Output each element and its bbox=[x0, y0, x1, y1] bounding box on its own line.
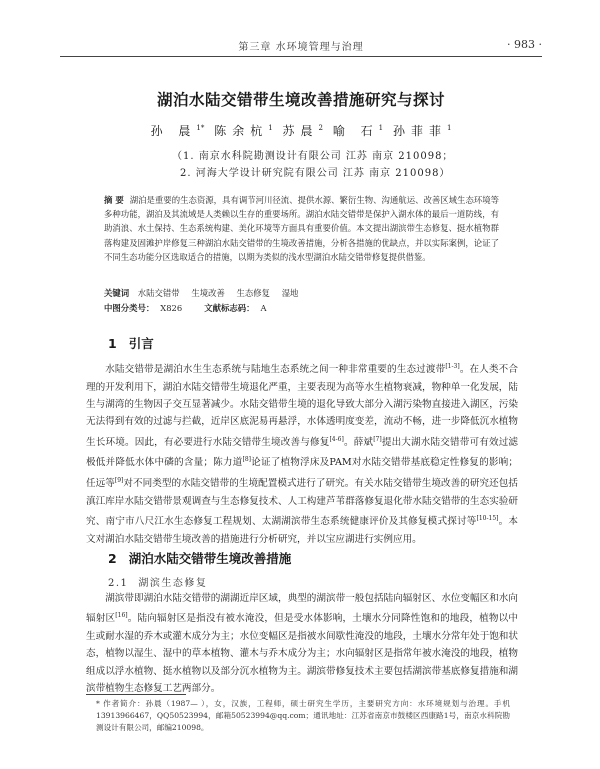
section-1-number: 1 bbox=[108, 336, 117, 351]
abstract-label: 摘 要 bbox=[104, 195, 124, 205]
abstract bbox=[104, 193, 499, 264]
doc-code-label: 文献标志码： bbox=[204, 303, 255, 313]
subsection-title: 湖滨生态修复 bbox=[138, 578, 208, 589]
citation: [16] bbox=[115, 612, 128, 620]
footnote-rule bbox=[86, 694, 186, 695]
keyword: 湿地 bbox=[281, 288, 299, 298]
subsection-2-1-heading bbox=[108, 574, 207, 589]
author-5: 孙菲菲 bbox=[392, 124, 447, 138]
author-footnote: * 作者简介：孙晨（1987— ），女，汉族，工程师，硕士研究生学历，主要研究方向：水环境规划与治理。手机13913966467，QQ50523994，邮箱50523994@qq.com；通讯地址：江苏省南京市鼓楼区西康路1号，南京水科院勘测设计有限公司，邮编210098。 bbox=[96, 699, 510, 732]
section-2-title: 湖泊水陆交错带生境改善措施 bbox=[128, 551, 292, 566]
affiliation-1: （1. 南京水科院勘测设计有限公司 江苏 南京 210098； bbox=[172, 151, 454, 162]
text-run: 。在人类不合理的开发利用下，湖泊水陆交错带生境退化严重，主要表现为高等水生植物衰减，物种单一化发展，陆生与湖湾的生物因子交互显著减少。水陆交错带生境的退化导致大部分入湖污染物直接进入湖区，污染无法得到有效的过滤与拦截，近岸区底泥易再悬浮，水体透明度变差，流动不畅，进一步降低沉水植物生长环境。因此，有必要进行水陆交错带生境改善与修复 bbox=[86, 364, 518, 448]
classification-line bbox=[104, 302, 504, 314]
text-run: 对不同类型的水陆交错带的生境配置模式进行了研究。有关水陆交错带生境改善的研究还包括滇江库岸水陆交错带景观调查与生态修复技术、人工构建芦苇群落修复退化带水陆交错带的生态实验研究、南宁市八尺江水生态修复工程规划、太湖湖滨带生态系统健康评价及其修复模式探讨等 bbox=[86, 478, 518, 528]
header-rule bbox=[60, 56, 542, 57]
keywords-label: 关键词 bbox=[104, 288, 130, 298]
subsection-number: 2.1 bbox=[108, 578, 129, 589]
clc-label: 中图分类号： bbox=[104, 303, 155, 313]
citation: [7] bbox=[373, 435, 382, 443]
keywords bbox=[104, 287, 504, 299]
author-4: 喻 石 bbox=[332, 124, 379, 138]
affiliations bbox=[172, 148, 453, 182]
author-3: 苏晨 bbox=[282, 124, 319, 138]
doc-code-value: A bbox=[260, 303, 267, 313]
citation: [9] bbox=[114, 477, 124, 484]
citation: [1-3] bbox=[445, 363, 460, 370]
citation: [8] bbox=[242, 456, 251, 464]
citation: [4-6] bbox=[329, 435, 344, 443]
author-list bbox=[60, 122, 542, 139]
author-1: 孙 晨 bbox=[150, 124, 197, 138]
keyword: 水陆交错带 bbox=[137, 288, 180, 298]
section-2-number: 2 bbox=[108, 551, 117, 566]
running-header bbox=[60, 38, 542, 54]
section-2-body bbox=[86, 590, 518, 698]
text-run: 。薛斌 bbox=[343, 437, 374, 448]
keyword: 生态修复 bbox=[236, 288, 271, 298]
text-run: 水陆交错带是湖泊水生生态系统与陆地生态系统之间一种非常重要的生态过渡带 bbox=[105, 364, 446, 376]
section-1-heading bbox=[108, 334, 154, 352]
author-2: 陈余杭 bbox=[214, 124, 269, 138]
author-2-mark: 1 bbox=[268, 124, 273, 132]
author-5-mark: 1 bbox=[446, 124, 452, 132]
paper-title: 湖泊水陆交错带生境改善措施研究与探讨 bbox=[156, 91, 445, 109]
text-run: 论证了植物浮床及PAM对水陆交错带基底稳定性修复的影响；任远等 bbox=[86, 457, 518, 490]
affiliation-2: 2. 河海大学设计研究院有限公司 江苏 南京 210098） bbox=[180, 168, 451, 179]
author-4-mark: 1 bbox=[378, 124, 384, 132]
abstract-text: 湖泊是重要的生态资源，具有调节河川径流、提供水源、繁衍生物、沟通航运、改善区域生态环境等多种功能，湖泊及其流域是人类赖以生存的重要场所。湖泊水陆交错带是保护入湖水体的最后一道防线，有助消浪、水土保持、生态系统构建、美化环境等方面具有重要价值。本文提出湖滨带生态修复、挺水植物群落构建及固滩护岸修复三种湖泊水陆交错带的生境改善措施，分析各措施的优缺点，并以实际案例，论证了不同生态功能分区选取适合的措施，以期为类似的浅水型湖泊水陆交错带修复提供借鉴。 bbox=[104, 195, 500, 262]
page-number: · 983 · bbox=[507, 38, 542, 51]
section-2-heading bbox=[108, 549, 291, 567]
section-1-title: 引言 bbox=[128, 336, 154, 351]
keyword: 生境改善 bbox=[191, 288, 225, 298]
text-run: 。陆向辐射区是指没有被水淹没，但是受水体影响，土壤水分同降性饱和的地段，植物以中生或耐水湿的乔木或灌木成分为主；水位变幅区是指被水间歇性淹没的地段，土壤水分常年处于饱和状态，植物以湿生、湿中的草本植物、灌木与乔木成分为主；水向辐射区是指常年被水淹没的地段，植物组成以浮水植物、挺水植物以及部分沉水植物为主。湖滨带修复技术主要包括湖滨带基底修复措施和湖滨带植物生态修复工艺两部分。 bbox=[86, 613, 519, 695]
chapter-title: 第三章 水环境管理与治理 bbox=[238, 42, 364, 53]
section-2-paragraph bbox=[86, 590, 518, 698]
section-1-body bbox=[86, 358, 518, 548]
citation: [10-15] bbox=[476, 515, 499, 522]
clc-value: X826 bbox=[160, 303, 183, 313]
text-run: 湖滨带即湖泊水陆交错带的湖湖近岸区域，典型的湖滨带一般包括陆向辐射区、水位变幅区和水向辐射区 bbox=[86, 593, 518, 625]
section-1-paragraph bbox=[86, 358, 518, 548]
author-3-mark: 2 bbox=[318, 124, 323, 132]
text-run: 。本文对湖泊水陆交错带生境改善的措施进行分析研究，并以宝应湖进行实例应用。 bbox=[86, 516, 519, 545]
text-run: 提出大湖水陆交错带可有效过滤极低并降低水体中磷的含量；陈力道 bbox=[86, 437, 519, 469]
author-1-mark: 1* bbox=[196, 124, 205, 132]
